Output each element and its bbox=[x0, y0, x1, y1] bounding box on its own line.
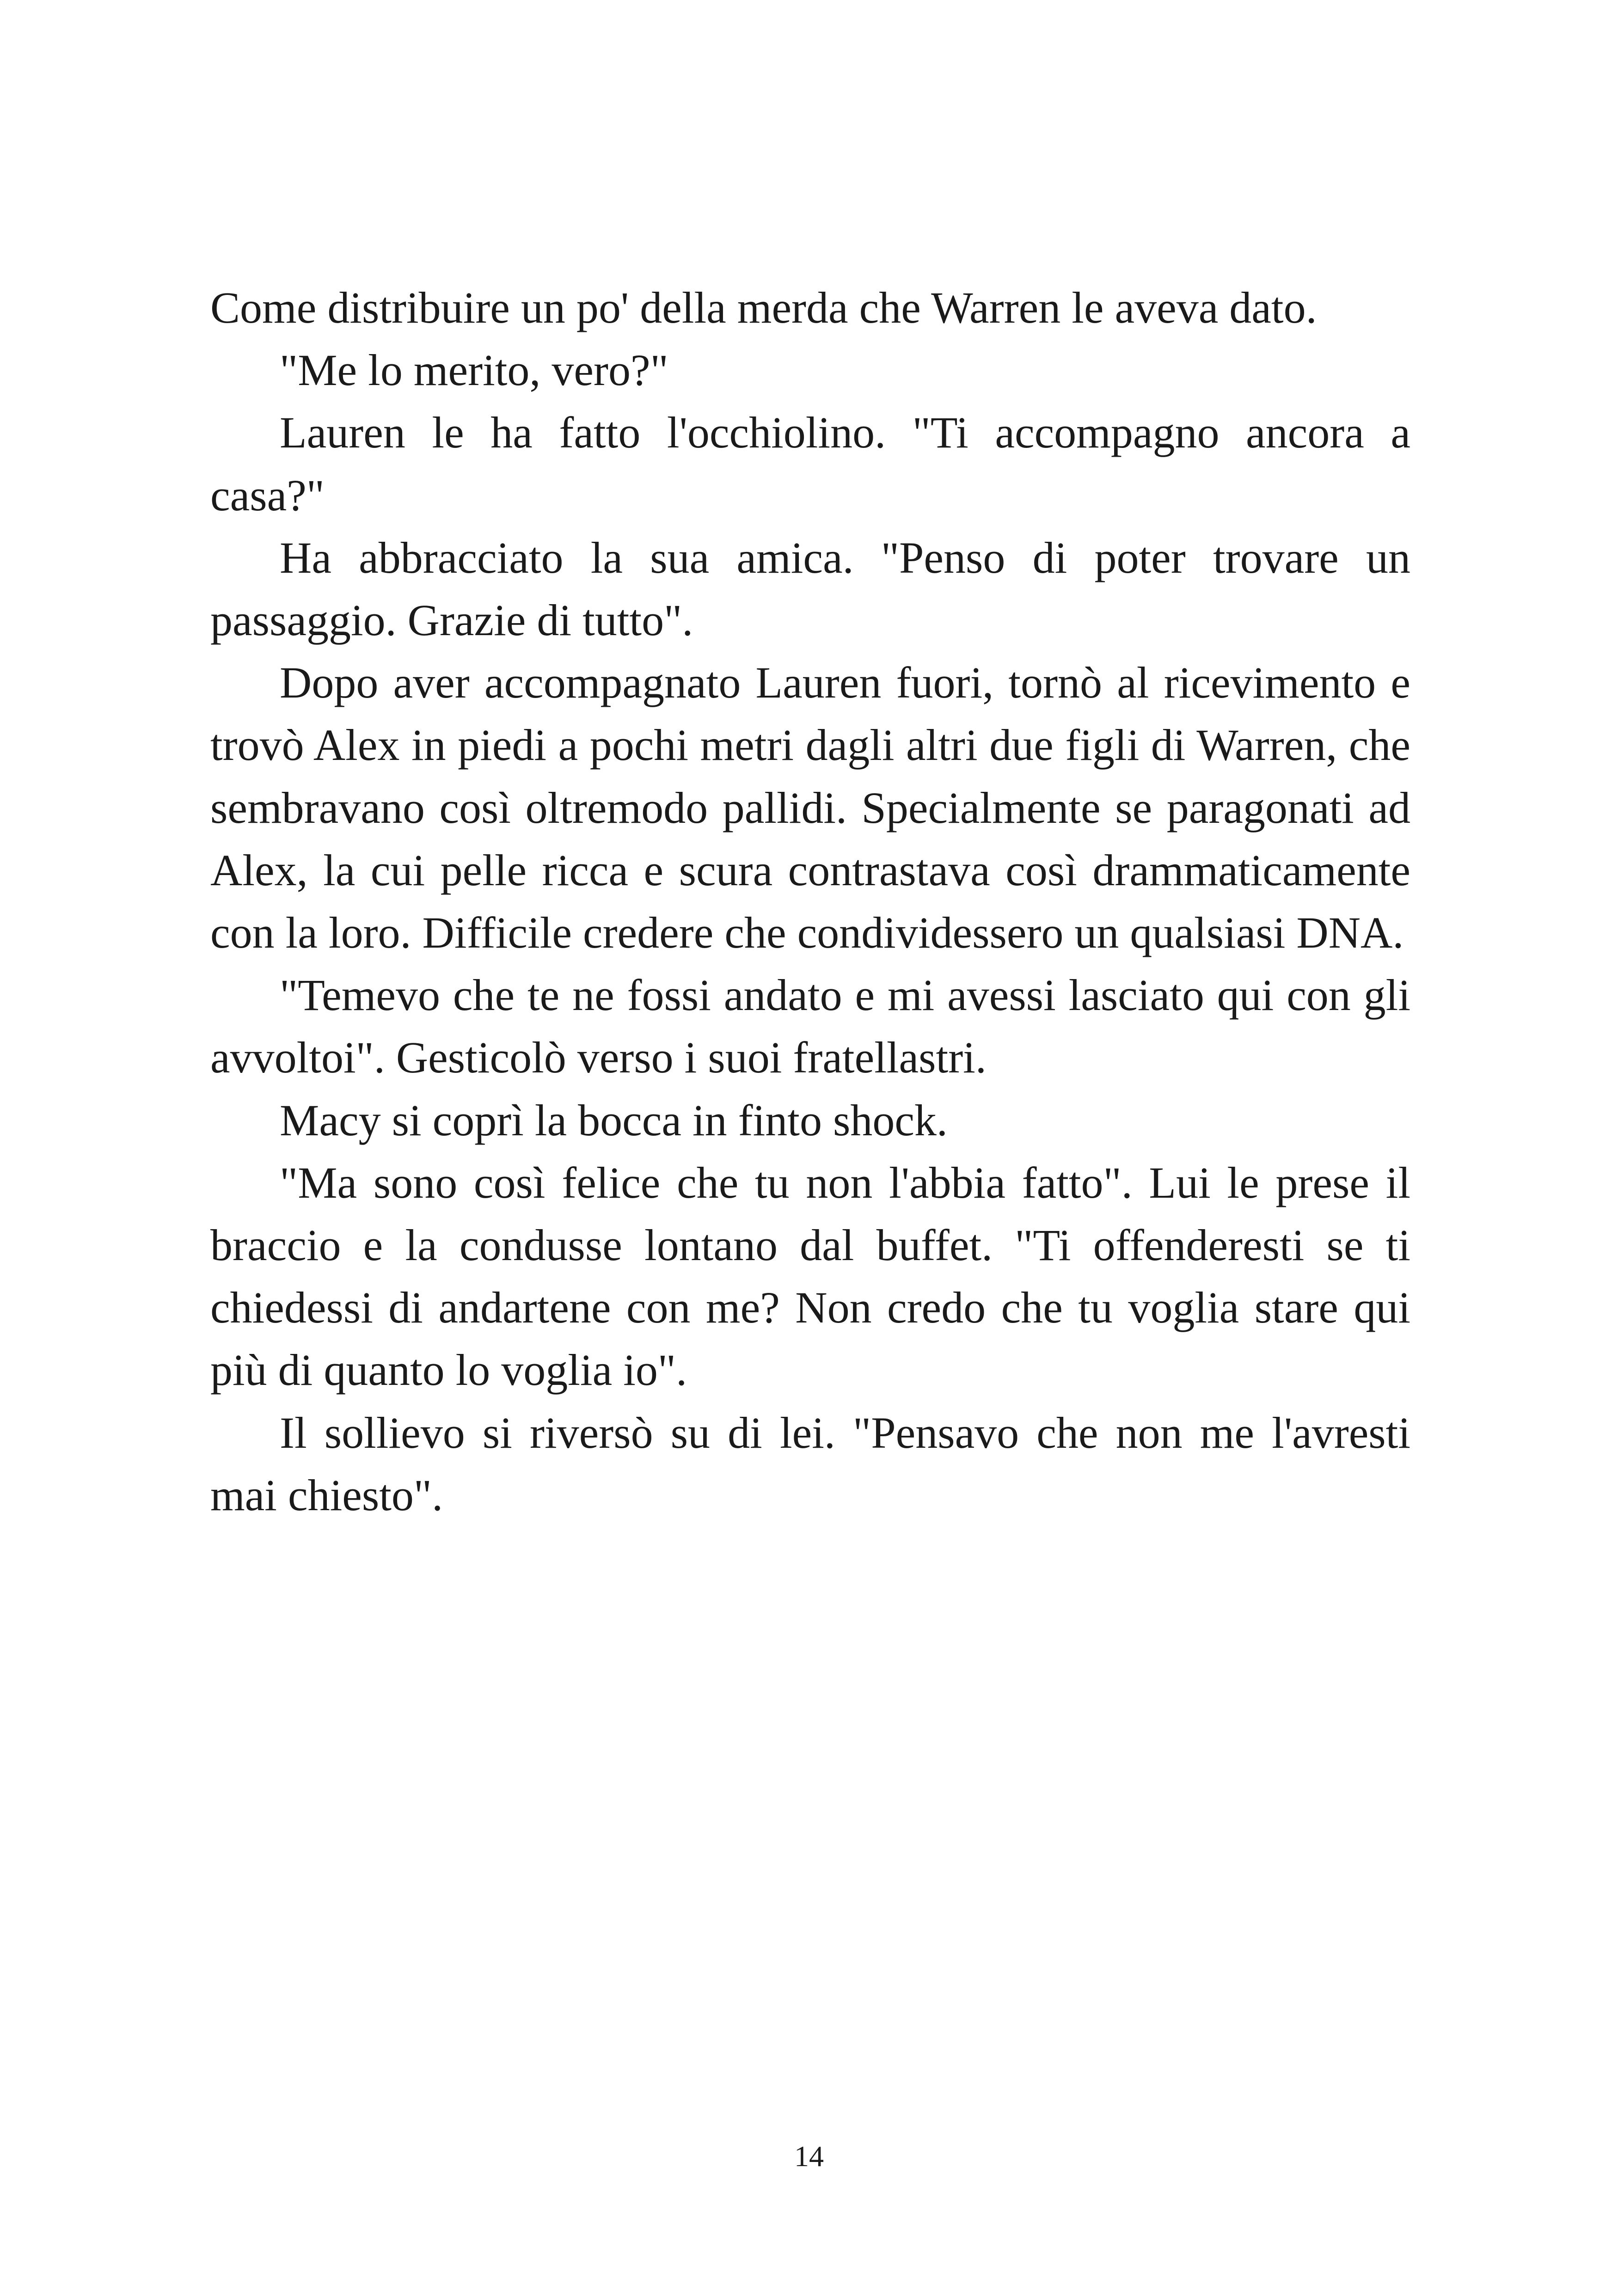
paragraph-continuation: Come distribuire un po' della merda che Warren le aveva dato. bbox=[210, 283, 1317, 332]
body-text bbox=[210, 276, 1410, 1526]
paragraph: Dopo aver accompagnato Lauren fuori, tornò al ricevimento e trovò Alex in piedi a pochi metri dagli altri due figli di Warren, che sembravano così oltremodo pallidi. Specialmente se paragonati ad Alex, la cui pelle ricca e scura contrastava così drammaticamente con la loro. Difficile credere che condividessero un qualsiasi DNA. bbox=[210, 658, 1410, 958]
page-number: 14 bbox=[794, 2140, 824, 2173]
paragraph: Macy si coprì la bocca in finto shock. bbox=[280, 1095, 948, 1145]
paragraph: Il sollievo si riversò su di lei. "Pensavo che non me l'avresti mai chiesto". bbox=[210, 1408, 1410, 1520]
paragraph: Ha abbracciato la sua amica. "Penso di poter trovare un passaggio. Grazie di tutto". bbox=[210, 533, 1410, 645]
paragraph: "Me lo merito, vero?" bbox=[280, 345, 668, 395]
paragraph: "Ma sono così felice che tu non l'abbia fatto". Lui le prese il braccio e la condusse lontano dal buffet. "Ti offenderesti se ti chiedessi di andartene con me? Non credo che tu voglia stare qui più di quanto lo voglia io". bbox=[210, 1157, 1410, 1395]
paragraph: Lauren le ha fatto l'occhiolino. "Ti accompagno ancora a casa?" bbox=[210, 408, 1410, 520]
paragraph: "Temevo che te ne fossi andato e mi avessi lasciato qui con gli avvoltoi". Gesticolò verso i suoi fratellastri. bbox=[210, 970, 1410, 1083]
